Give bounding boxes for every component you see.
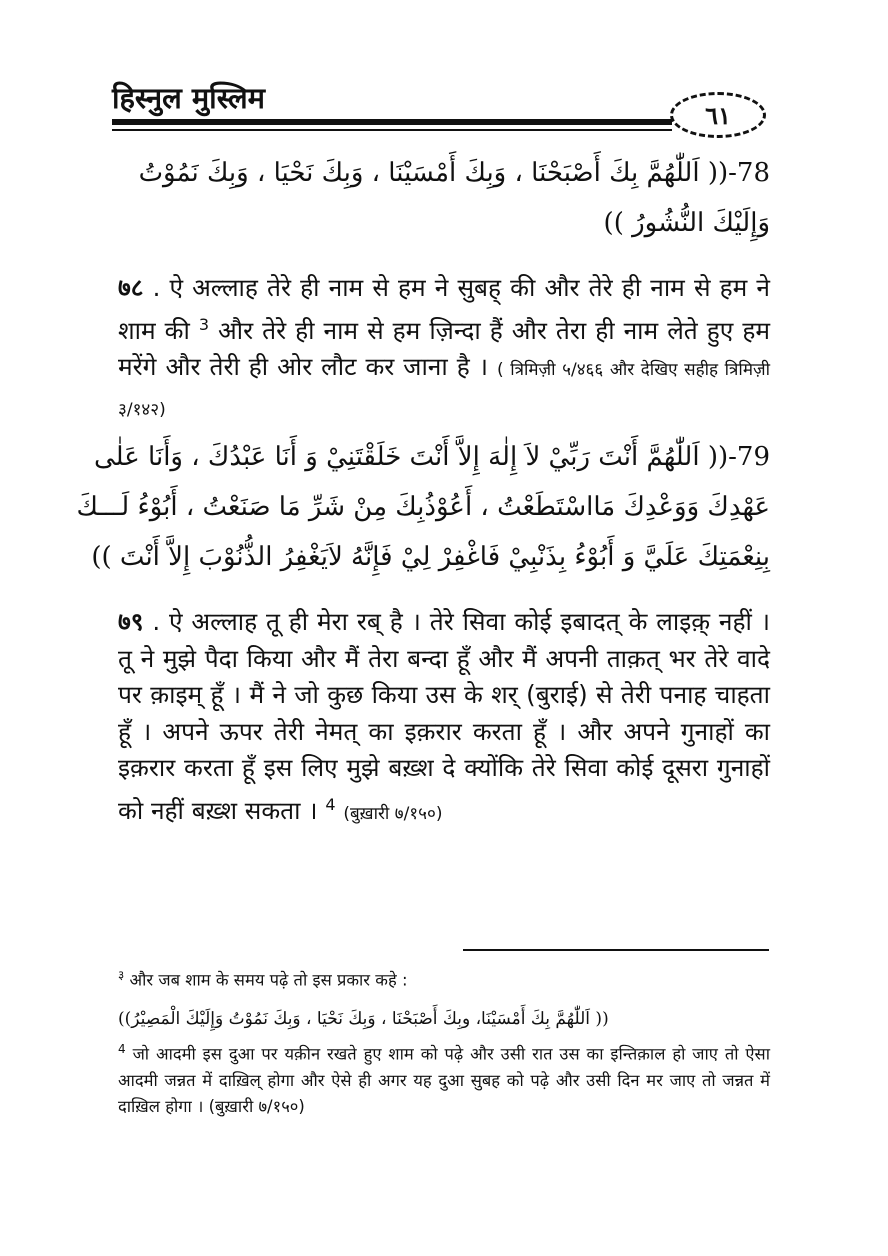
footnote-4-mark: 4: [118, 1042, 126, 1056]
dua-79-arabic-line-3: بِنِعْمَتِكَ عَلَيَّ وَ أَبُوْءُ بِذَنْبِيْ فَاغْفِرْ لِيْ فَإِنَّهُ لاَيَغْفِرُ الذُّنُوْبَ إِلاَّ أَنْتَ )): [91, 542, 770, 572]
page-number-badge: [670, 92, 766, 138]
dua-78-arabic: [118, 148, 770, 248]
dua-78-text-part-2: और तेरे ही नाम से हम ज़िन्दा हैं और तेरा ही नाम लेते हुए हम मरेंगे और तेरी ही ओर लौट कर जाना है ।: [118, 315, 770, 382]
dua-78-number: ७८: [118, 273, 144, 302]
dua-78-arabic-line-2: وَإِلَيْكَ النُّشُورُ )): [603, 208, 770, 238]
dua-79-text: . ऐ अल्लाह तू ही मेरा रब् है । तेरे सिवा कोई इबादत् के लाइक़् नहीं । तू ने मुझे पैदा किया और मैं तेरा बन्दा हूँ और मैं अपनी ताक़त् भर तेरे वादे पर क़ाइम् हूँ । मैं ने जो कुछ किया उस के शर् (बुराई) से तेरी पनाह चाहता हूँ । अपने ऊपर तेरी नेमत् का इक़रार करता हूँ । और अपने गुनाहों का इक़रार करता हूँ इस लिए मुझे बख़्श दे क्योंकि तेरे सिवा कोई दूसरा गुनाहों को नहीं बख़्श सकता ।: [118, 607, 770, 825]
dua-79-arabic-line-2: عَهْدِكَ وَوَعْدِكَ مَااسْتَطَعْتُ ، أَعُوْذُبِكَ مِنْ شَرِّ مَا صَنَعْتُ ، أَبُوْءُ لَـــكَ: [76, 492, 770, 522]
footnote-3-arabic: (( اَللّٰهُمَّ بِكَ أَمْسَيْنَا، وبِكَ أَصْبَحْنَا ، وَبِكَ نَحْيَا ، وَبِكَ نَمُوْتُ وَإِلَيْكَ الْمَصِيْرُ)): [118, 1009, 609, 1029]
footnote-4: [118, 1036, 770, 1120]
footnote-divider: [463, 949, 769, 951]
dua-78-reference: ( त्रिमिज़ी ५/४६६ और देखिए सहीह त्रिमिज़ी ३/१४२): [118, 360, 771, 420]
footnote-3-mark: ३: [118, 968, 125, 982]
dua-79-arabic: [76, 432, 770, 582]
dua-79-arabic-line-1: 79-(( اَللّٰهُمَّ أَنْتَ رَبِّيْ لاَ إِلٰهَ إِلاَّ أَنْتَ خَلَقْتَنِيْ وَ أَنَا عَبْدُكَ ، وَأَنَا عَلٰى: [93, 442, 770, 472]
dua-79-translation: [118, 604, 770, 832]
footnote-ref-4: 4: [325, 794, 336, 814]
footnote-3-text: और जब शाम के समय पढ़े तो इस प्रकार कहे :: [129, 970, 408, 990]
footnote-4-text: जो आदमी इस दुआ पर यक़ीन रखते हुए शाम को पढ़े और उसी रात उस का इन्तिक़ाल हो जाए तो ऐसा आदमी जन्नत में दाख़िल् होगा और ऐसे ही अगर यह दुआ सुबह को पढ़े और उसी दिन मर जाए तो जन्नत में दाख़िल होगा । (बुख़ारी ७/१५०): [118, 1044, 770, 1116]
header-rule-thin: [112, 129, 672, 131]
header-rule-thick: [112, 119, 672, 125]
footnote-ref-3: 3: [198, 314, 210, 334]
dua-79-number: ७९: [118, 607, 144, 636]
dua-78-text-part-1: . ऐ अल्लाह तेरे ही नाम से हम ने सुबह् की और तेरे ही नाम से हम ने शाम की: [118, 273, 770, 345]
page-number: ٦١: [705, 100, 731, 130]
footnote-3: [118, 962, 770, 994]
book-title: हिस्नुल मुस्लिम: [112, 81, 265, 115]
dua-78-arabic-line-1: 78-(( اَللّٰهُمَّ بِكَ أَصْبَحْنَا ، وَبِكَ أَمْسَيْنَا ، وَبِكَ نَحْيَا ، وَبِكَ نَمُوْتُ: [138, 158, 770, 188]
dua-79-reference: (बुख़ारी ७/१५०): [343, 803, 443, 824]
dua-78-translation: [118, 270, 770, 428]
